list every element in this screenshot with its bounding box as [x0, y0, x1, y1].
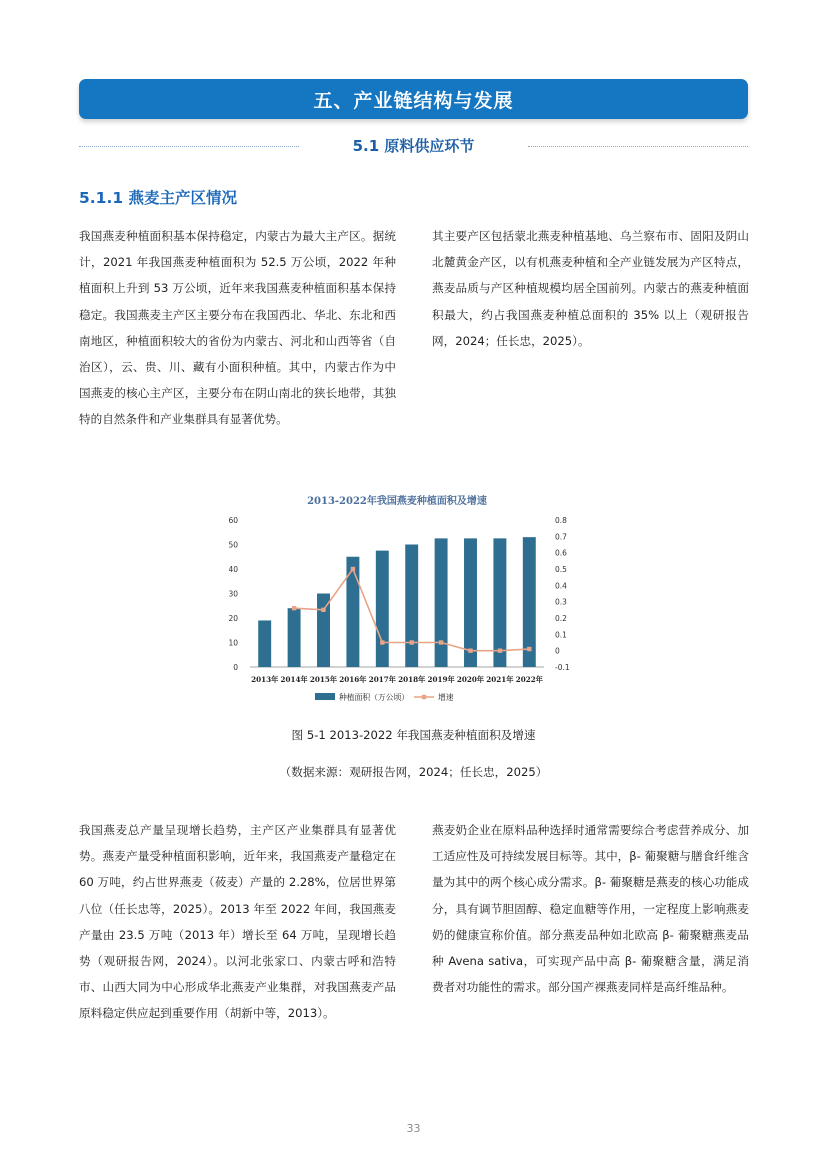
legend-bar-label: 种植面积（万公顷） — [339, 693, 410, 702]
y-right-tick-label: 0.2 — [555, 614, 567, 623]
bar — [288, 608, 301, 667]
bar — [405, 545, 418, 668]
x-tick-label: 2019年 — [427, 675, 455, 684]
x-tick-label: 2017年 — [368, 675, 396, 684]
growth-marker — [468, 648, 472, 652]
section-heading-row — [79, 133, 748, 159]
y-right-tick-label: 0 — [555, 646, 560, 656]
y-left-tick-label: 30 — [228, 589, 238, 599]
figure-source: （数据来源：观研报告网，2024；任长忠，2025） — [279, 765, 548, 779]
growth-marker — [439, 640, 443, 644]
bar — [258, 620, 271, 667]
page-number: 33 — [406, 1122, 421, 1135]
planting-area-chart — [222, 486, 577, 712]
y-left-tick-label: 40 — [228, 565, 238, 574]
subsection-title: 5.1.1 燕麦主产区情况 — [79, 189, 238, 207]
section-title: 5.1 原料供应环节 — [352, 137, 475, 155]
chapter-title: 五、产业链结构与发展 — [313, 89, 514, 112]
y-left-tick-label: 0 — [233, 663, 238, 672]
growth-marker — [351, 567, 355, 571]
x-tick-label: 2018年 — [398, 675, 426, 684]
paragraph-main-regions: 其主要产区包括蒙北燕麦种植基地、乌兰察布市、固阳及阴山北麓黄金产区，以有机燕麦种植和全产业链发展为产区特点，燕麦品质与产区种植规模均居全国前列。内蒙古的燕麦种植面积最大，约占我国燕麦种植总面积的 35% 以上（观研报告网，2024；任长忠，2025）。 — [432, 229, 749, 348]
figure-caption: 图 5-1 2013-2022 年我国燕麦种植面积及增速 — [291, 728, 536, 742]
x-tick-label: 2013年 — [251, 675, 279, 684]
x-tick-label: 2016年 — [339, 675, 367, 684]
chart-title: 2013-2022年我国燕麦种植面积及增速 — [307, 496, 487, 507]
bar — [493, 538, 506, 667]
paragraph-variety-selection: 燕麦奶企业在原料品种选择时通常需要综合考虑营养成分、加工适应性及可持续发展目标等。其中，β- 葡聚糖与膳食纤维含量为其中的两个核心成分需求。β- 葡聚糖是燕麦的核心功能成分，具有调节胆固醇、稳定血糖等作用，一定程度上影响燕麦奶的健康宣称价值。部分燕麦品种如北欧高 β- 葡聚糖燕麦品种 Avena sativa，可实现产品中高 β- 葡聚糖含量，满足消费者对功能性的需求。部分国产裸燕麦同样是高纤维品种。 — [432, 823, 749, 995]
x-tick-label: 2014年 — [280, 675, 308, 684]
x-tick-label: 2022年 — [515, 675, 543, 684]
growth-marker — [380, 640, 384, 644]
x-tick-label: 2015年 — [309, 675, 338, 684]
legend-line-label: 增速 — [438, 693, 454, 702]
y-right-tick-label: 0.7 — [555, 532, 567, 542]
y-right-tick-label: 0.4 — [555, 581, 567, 591]
bar — [435, 538, 448, 667]
y-right-tick-label: 0.8 — [555, 516, 567, 525]
y-right-tick-label: 0.6 — [555, 548, 567, 558]
growth-marker — [292, 606, 296, 610]
dotted-divider-right — [528, 146, 748, 147]
y-left-tick-label: 20 — [228, 614, 238, 623]
growth-marker — [498, 648, 502, 652]
legend-bar-swatch — [315, 693, 335, 700]
y-left-tick-label: 50 — [228, 540, 238, 550]
y-right-tick-label: 0.1 — [555, 630, 567, 640]
bar — [464, 538, 477, 667]
legend-line-marker — [422, 695, 426, 699]
paragraph-planting-area: 我国燕麦种植面积基本保持稳定，内蒙古为最大主产区。据统计，2021 年我国燕麦种植面积为 52.5 万公顷，2022 年种植面积上升到 53 万公顷，近年来我国燕麦种植面积基本保持稳定。我国燕麦主产区主要分布在我国西北、华北、东北和西南地区，种植面积较大的省份为内蒙古、河北和山西等省（自治区），云、贵、川、藏有小面积种植。其中，内蒙古作为中国燕麦的核心主产区，主要分布在阴山南北的狭长地带，其独特的自然条件和产业集群具有显著优势。 — [79, 229, 396, 427]
y-left-tick-label: 60 — [228, 516, 238, 525]
chapter-banner — [79, 79, 748, 119]
growth-marker — [527, 647, 531, 651]
chart-svg — [222, 486, 577, 712]
y-right-tick-label: 0.3 — [555, 597, 567, 607]
bar — [346, 557, 359, 667]
y-left-tick-label: 10 — [228, 638, 238, 648]
growth-marker — [410, 640, 414, 644]
growth-marker — [321, 608, 325, 612]
paragraph-total-output: 我国燕麦总产量呈现增长趋势，主产区产业集群具有显著优势。燕麦产量受种植面积影响，近年来，我国燕麦产量稳定在 60 万吨，约占世界燕麦（莜麦）产量的 2.28%，位居世界第八位（任长忠等，2025）。2013 年至 2022 年间，我国燕麦产量由 23.5 万吨（2013 年）增长至 64 万吨，呈现增长趋势（观研报告网，2024）。以河北张家口、内蒙古呼和浩特市、山西大同为中心形成华北燕麦产业集群，对我国燕麦产品原料稳定供应起到重要作用（胡新中等，2013）。 — [79, 823, 396, 1021]
x-tick-label: 2020年 — [456, 675, 485, 684]
x-tick-label: 2021年 — [486, 675, 514, 684]
bar — [376, 551, 389, 667]
y-right-tick-label: -0.1 — [555, 663, 570, 672]
y-right-tick-label: 0.5 — [555, 565, 567, 574]
